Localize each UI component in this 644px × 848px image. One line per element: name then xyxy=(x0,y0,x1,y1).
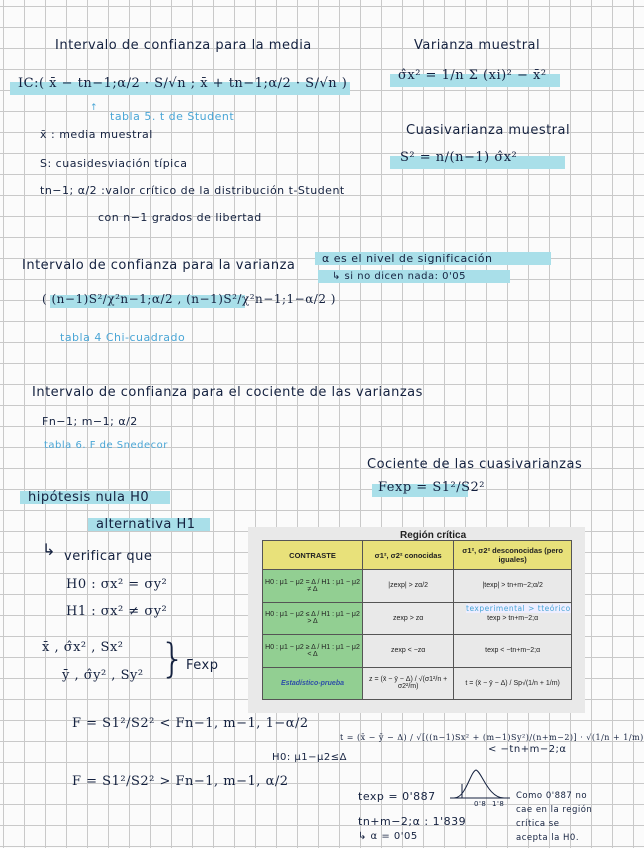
col-contraste: CONTRASTE xyxy=(263,541,363,570)
hipotesis-h1: H1 : σx² ≠ σy² xyxy=(66,604,168,619)
arrow-up-icon: ↑ xyxy=(90,103,99,113)
cuasivarianza-formula: S² = n/(n−1) σ̂x² xyxy=(400,150,518,165)
ejemplo-conclusion: Como 0'887 no cae en la región crítica se acepta la H0. xyxy=(516,791,593,843)
ejemplo-t-formula: t = (x̄ − ȳ − Δ) / √[((n−1)Sx² + (m−1)Sy²)/(n+m−2)] · √(1/n + 1/m) xyxy=(340,733,644,742)
brace-icon: } xyxy=(160,636,186,682)
hipotesis-stats1: x̄ , σ̂x² , Sx² xyxy=(42,640,124,655)
hipotesis-alternativa: alternativa H1 xyxy=(96,517,196,532)
col-conocidas: σ1², σ2² conocidas xyxy=(363,541,454,570)
cociente-tabla: tabla 6. F de Snedecor xyxy=(44,440,168,451)
col-desconocidas: σ1², σ2² desconocidas (pero iguales) xyxy=(454,541,572,570)
hipotesis-stats2: ȳ , σ̂y² , Sy² xyxy=(62,668,144,683)
hipotesis-cond1: F = S1²/S2² < Fn−1, m−1, 1−α/2 xyxy=(72,716,309,731)
media-tabla: tabla 5. t de Student xyxy=(110,110,235,123)
region-annotation: texperimental > tteórico xyxy=(466,604,571,613)
hipotesis-cond2: F = S1²/S2² > Fn−1, m−1, α/2 xyxy=(72,774,289,789)
table-row: H0 : μ1 − μ2 ≤ Δ / H1 : μ1 − μ2 > Δ zexp > zα texp > tn+m−2;α xyxy=(263,602,572,635)
varianza-tabla: tabla 4 Chi-cuadrado xyxy=(60,331,186,344)
hipotesis-h0: H0 : σx² = σy² xyxy=(66,577,168,592)
hipotesis-verificar: verificar que xyxy=(64,549,153,564)
varianza-title: Intervalo de confianza para la varianza xyxy=(22,258,296,273)
corner-arrow-icon: ↳ xyxy=(42,540,56,559)
table-row: H0 : μ1 − μ2 = Δ / H1 : μ1 − μ2 ≠ Δ |zexp| > zα/2 |texp| > tn+m−2;α/2 xyxy=(263,570,572,603)
media-t-def: tn−1; α/2 :valor crítico de la distribución t-Student xyxy=(40,184,345,197)
varianza-alpha-note: ↳ si no dicen nada: 0'05 xyxy=(332,271,466,282)
media-formula: IC:( x̄ − tn−1;α/2 · S/√n ; x̄ + tn−1;α/2 · S/√n ) xyxy=(18,76,348,91)
media-t-def2: con n−1 grados de libertad xyxy=(98,211,262,224)
varianza-formula: ( (n−1)S²/χ²n−1;α/2 , (n−1)S²/χ²n−1;1−α/2 ) xyxy=(42,292,336,306)
cociente-cuasi-title: Cociente de las cuasivarianzas xyxy=(367,457,583,472)
varianza-muestral-title: Varianza muestral xyxy=(414,38,541,53)
cociente-f: Fn−1; m−1; α/2 xyxy=(42,415,138,428)
ejemplo-alpha: ↳ α = 0'05 xyxy=(358,831,418,842)
media-xbar: x̄ : media muestral xyxy=(40,128,153,141)
cociente-title: Intervalo de confianza para el cociente de las varianzas xyxy=(32,385,423,400)
hipotesis-fexp-label: Fexp xyxy=(186,658,219,673)
media-title: Intervalo de confianza para la media xyxy=(55,38,312,53)
cociente-fexp: Fexp = S1²/S2² xyxy=(378,480,485,495)
hipotesis-nula: hipótesis nula H0 xyxy=(28,490,150,505)
axis-label-2: 1'8 xyxy=(492,800,505,808)
region-title: Región crítica xyxy=(400,530,467,541)
axis-label-1: 0'8 xyxy=(474,800,487,808)
varianza-muestral-formula: σ̂x² = 1/n Σ (xi)² − x̄² xyxy=(398,68,547,83)
table-row: Estadístico-prueba z = (x̄ − ȳ − Δ) / √(σ1²/n + σ2²/m) t = (x̄ − ȳ − Δ) / Sp√(1/n + 1/m) xyxy=(263,667,572,700)
ejemplo-texp: texp = 0'887 xyxy=(358,790,436,803)
varianza-alpha: α es el nivel de significación xyxy=(322,252,493,265)
media-s: S: cuasidesviación típica xyxy=(40,157,188,170)
ejemplo-tval: tn+m−2;α : 1'839 xyxy=(358,815,467,828)
ejemplo-h0: H0: μ1−μ2≤Δ xyxy=(272,752,347,763)
cuasivarianza-title: Cuasivarianza muestral xyxy=(406,123,571,138)
table-row: H0 : μ1 − μ2 ≥ Δ / H1 : μ1 − μ2 < Δ zexp < −zα texp < −tn+m−2;α xyxy=(263,635,572,668)
region-table xyxy=(262,540,572,700)
ejemplo-t-crit: < −tn+m−2;α xyxy=(488,744,567,755)
